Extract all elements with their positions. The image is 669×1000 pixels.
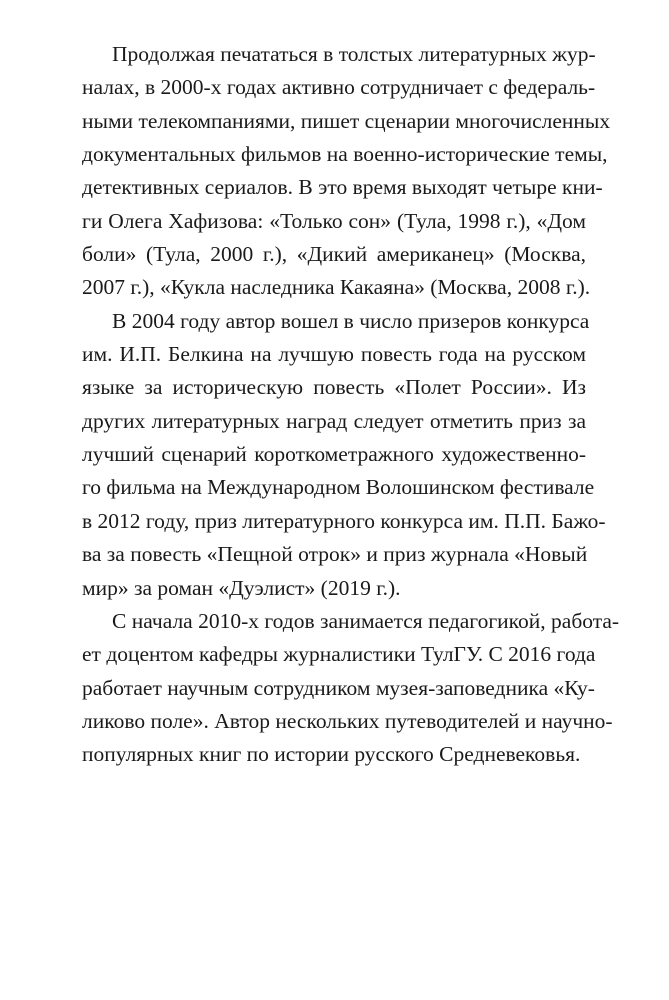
paragraph-3	[82, 605, 620, 772]
text-line: работает научным сотрудником музея-заповедника «Ку-	[82, 675, 595, 700]
text-line: популярных книг по истории русского Средневековья.	[82, 742, 581, 767]
text-line: ными телекомпаниями, пишет сценарии многочисленных	[82, 108, 611, 133]
text-line: им. И.П. Белкина на лучшую повесть года на русском	[82, 342, 586, 367]
text-line: В 2004 году автор вошел в число призеров конкурса	[112, 308, 590, 333]
text-line: ги Олега Хафизова: «Только сон» (Тула, 1998 г.), «Дом	[82, 208, 586, 233]
text-line: налах, в 2000-х годах активно сотрудничает с федераль-	[82, 75, 596, 100]
text-line: детективных сериалов. В это время выходят четыре кни-	[82, 175, 603, 200]
text-line: ликово поле». Автор нескольких путеводителей и научно-	[82, 708, 613, 733]
text-line: других литературных наград следует отметить приз за	[82, 408, 586, 433]
text-line: С начала 2010-х годов занимается педагогикой, работа-	[112, 608, 620, 633]
paragraph-1	[82, 38, 611, 305]
paragraph-2	[82, 305, 606, 605]
text-line: документальных фильмов на военно-исторические темы,	[82, 142, 608, 167]
text-line: го фильма на Международном Волошинском фестивале	[82, 475, 595, 500]
text-line: ва за повесть «Пещной отрок» и приз журнала «Новый	[82, 542, 588, 567]
text-block	[82, 38, 620, 772]
text-line: мир» за роман «Дуэлист» (2019 г.).	[82, 575, 401, 600]
text-line: Продолжая печататься в толстых литературных жур-	[112, 42, 596, 66]
text-line: лучший сценарий короткометражного художественно-	[82, 442, 586, 467]
text-line: в 2012 году, приз литературного конкурса им. П.П. Бажо-	[82, 508, 606, 533]
text-line: языке за историческую повесть «Полет России». Из	[82, 375, 586, 400]
text-line: 2007 г.), «Кукла наследника Какаяна» (Москва, 2008 г.).	[82, 275, 591, 300]
text-line: боли» (Тула, 2000 г.), «Дикий американец» (Москва,	[82, 242, 586, 267]
text-line: ет доцентом кафедры журналистики ТулГУ. С 2016 года	[82, 642, 596, 667]
